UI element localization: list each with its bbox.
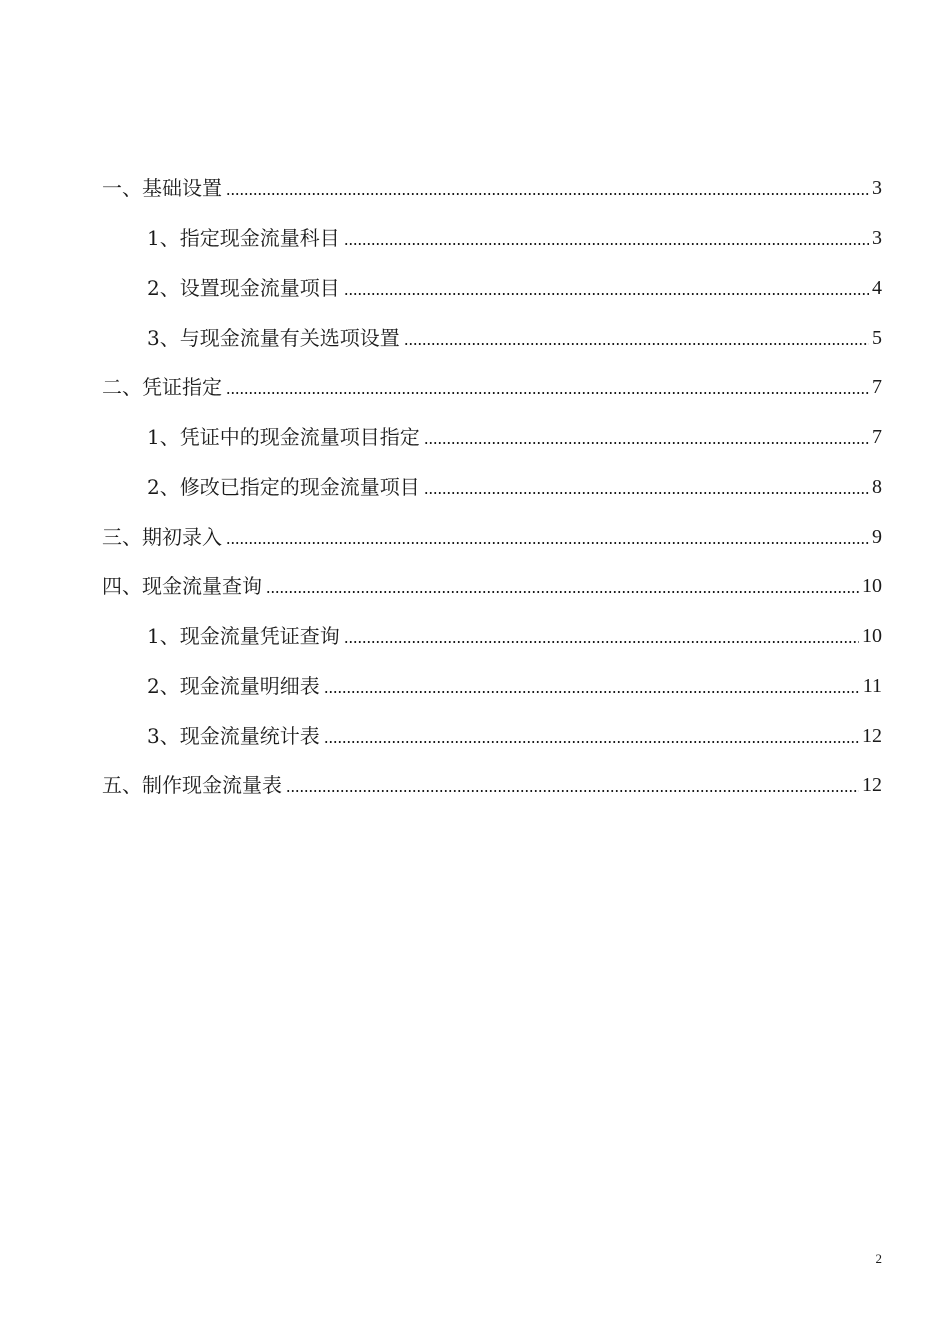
toc-entry-label: 四、现金流量查询 (102, 574, 262, 598)
toc-entry-page: 7 (872, 426, 882, 448)
toc-entry-label: 五、制作现金流量表 (102, 773, 282, 797)
toc-entry[interactable] (0, 371, 950, 401)
toc-entry[interactable] (0, 222, 950, 252)
toc-entry[interactable] (0, 521, 950, 551)
toc-entry-label: 一、基础设置 (102, 176, 222, 200)
dot-leader (286, 790, 859, 792)
toc-entry[interactable] (0, 272, 950, 302)
toc-entry-label: 2、修改已指定的现金流量项目 (147, 475, 420, 499)
toc-entry[interactable] (0, 670, 950, 700)
dot-leader (266, 591, 859, 593)
toc-entry[interactable] (0, 322, 950, 352)
dot-leader (344, 641, 859, 643)
dot-leader (404, 343, 869, 345)
toc-entry[interactable] (0, 769, 950, 799)
page-number: 2 (875, 1251, 882, 1266)
toc-entry[interactable] (0, 471, 950, 501)
toc-entry-page: 9 (872, 526, 882, 548)
toc-entry-label: 二、凭证指定 (102, 375, 222, 399)
dot-leader (344, 293, 869, 295)
dot-leader (226, 392, 869, 394)
toc-entry-page: 11 (862, 675, 882, 697)
toc-entry-label: 3、现金流量统计表 (147, 724, 320, 748)
toc-entry-label: 2、现金流量明细表 (147, 674, 320, 698)
toc-entry-label: 1、指定现金流量科目 (147, 226, 340, 250)
toc-entry-page: 12 (862, 774, 882, 796)
toc-entry[interactable] (0, 720, 950, 750)
toc-entry-page: 3 (872, 177, 882, 199)
toc-entry[interactable] (0, 172, 950, 202)
dot-leader (424, 492, 869, 494)
dot-leader (226, 542, 869, 544)
toc-entry-page: 8 (872, 476, 882, 498)
toc-entry-page: 5 (872, 327, 882, 349)
toc-entry-page: 4 (872, 277, 882, 299)
dot-leader (226, 193, 869, 195)
toc-entry-page: 10 (862, 625, 882, 647)
dot-leader (324, 691, 860, 693)
toc-entry-label: 2、设置现金流量项目 (147, 276, 340, 300)
toc-entry-page: 10 (862, 575, 882, 597)
toc-entry-label: 1、凭证中的现金流量项目指定 (147, 425, 420, 449)
toc-entry[interactable] (0, 570, 950, 600)
toc-entry-label: 3、与现金流量有关选项设置 (147, 326, 400, 350)
dot-leader (424, 442, 869, 444)
toc-entry[interactable] (0, 620, 950, 650)
toc-entry-page: 3 (872, 227, 882, 249)
toc-entry-page: 12 (862, 725, 882, 747)
dot-leader (324, 741, 859, 743)
toc-entry-label: 三、期初录入 (102, 525, 222, 549)
toc-entry-label: 1、现金流量凭证查询 (147, 624, 340, 648)
toc-entry-page: 7 (872, 376, 882, 398)
toc-entry[interactable] (0, 421, 950, 451)
dot-leader (344, 243, 869, 245)
